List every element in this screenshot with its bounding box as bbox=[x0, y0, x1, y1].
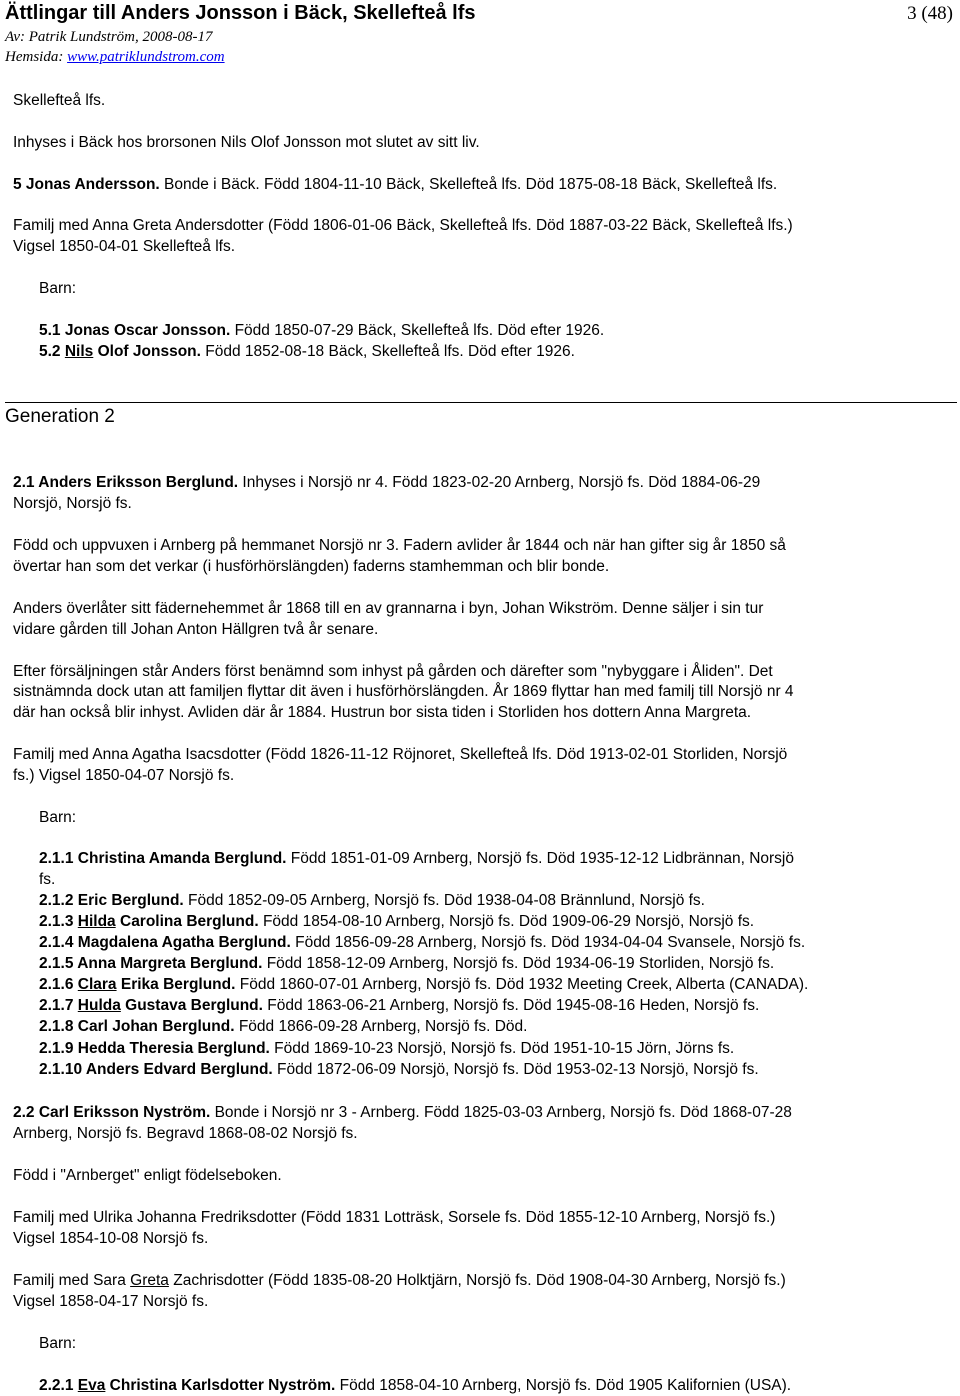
child-details: Född 1869-10-23 Norsjö, Norsjö fs. Död 1951-10-15 Jörn, Jörns fs. bbox=[269, 1040, 735, 1057]
document-title: Ättlingar till Anders Jonsson i Bäck, Skellefteå lfs bbox=[5, 2, 476, 24]
person-5-heading bbox=[13, 174, 777, 195]
generation-divider bbox=[5, 402, 957, 403]
child-first-name: Hulda bbox=[77, 997, 121, 1014]
child-name: Christina Karlsdotter Nyström. bbox=[105, 1377, 336, 1394]
child-5-1 bbox=[39, 320, 604, 341]
child-number: 2.1.9 bbox=[39, 1040, 78, 1057]
child-number: 2.1.7 bbox=[39, 997, 78, 1014]
marriage-line: Vigsel 1858-04-17 Norsjö fs. bbox=[13, 1293, 209, 1310]
homepage-label: Hemsida: bbox=[5, 49, 68, 65]
child-details: Född 1860-07-01 Arnberg, Norsjö fs. Död 1932 Meeting Creek, Alberta (CANADA). bbox=[235, 976, 809, 993]
child-details: Född 1856-09-28 Arnberg, Norsjö fs. Död 1934-04-04 Svansele, Norsjö fs. bbox=[290, 934, 806, 951]
child-number: 2.1.8 bbox=[39, 1018, 78, 1035]
child-name: Carl Johan Berglund. bbox=[77, 1018, 235, 1035]
child-name: Erika Berglund. bbox=[116, 976, 236, 993]
child-number: 2.1.5 bbox=[39, 955, 78, 972]
person-2-2-heading bbox=[13, 1102, 792, 1123]
note-line: Född i "Arnberget" enligt födelseboken. bbox=[13, 1167, 282, 1184]
child-details: Född 1851-01-09 Arnberg, Norsjö fs. Död 1935-12-12 Lidbrännan, Norsjö bbox=[286, 850, 794, 867]
person-details: Bonde i Norsjö nr 3 - Arnberg. Född 1825-03-03 Arnberg, Norsjö fs. Död 1868-07-28 bbox=[210, 1104, 792, 1121]
note-line: övertar han som det verkar (i husförhörslängden) faderns stamhemman och blir bonde. bbox=[13, 558, 610, 575]
children-label: Barn: bbox=[39, 280, 77, 297]
person-details: Bonde i Bäck. Född 1804-11-10 Bäck, Skellefteå lfs. Död 1875-08-18 Bäck, Skellefteå lfs. bbox=[159, 176, 778, 193]
child-name: Anna Margreta Berglund. bbox=[77, 955, 263, 972]
family-line: Familj med Anna Agatha Isacsdotter (Född 1826-11-12 Röjnoret, Skellefteå lfs. Död 1913-02-01 Storliden, Norsjö bbox=[13, 746, 788, 763]
child-number: 2.2.1 bbox=[39, 1377, 78, 1394]
child-number: 2.1.3 bbox=[39, 913, 78, 930]
child-2-1-6 bbox=[39, 974, 808, 995]
child-name: Olof Jonsson. bbox=[93, 343, 201, 360]
note-line: där han också blir inhyst. Avliden där år 1884. Hustrun bor sista tiden i Storliden hos dottern Anna Margreta. bbox=[13, 704, 752, 721]
child-details-cont: fs. bbox=[39, 871, 56, 888]
note-line: Född och uppvuxen i Arnberg på hemmanet Norsjö nr 3. Fadern avlider år 1844 och när han gifter sig år 1850 så bbox=[13, 537, 786, 554]
marriage-line: fs.) Vigsel 1850-04-07 Norsjö fs. bbox=[13, 767, 235, 784]
child-2-2-1 bbox=[39, 1375, 791, 1396]
note-line: Efter försäljningen står Anders först benämnd som inhyst på gården och därefter som "nybyggare i Åliden". Det bbox=[13, 663, 773, 680]
child-details: Född 1863-06-21 Arnberg, Norsjö fs. Död 1945-08-16 Heden, Norsjö fs. bbox=[262, 997, 760, 1014]
family-prefix: Familj med Sara bbox=[13, 1272, 131, 1289]
child-2-1-5 bbox=[39, 953, 774, 974]
continued-note: Inhyses i Bäck hos brorsonen Nils Olof Jonsson mot slutet av sitt liv. bbox=[13, 134, 480, 151]
child-number: 2.1.4 bbox=[39, 934, 78, 951]
child-name: Hedda Theresia Berglund. bbox=[77, 1040, 270, 1057]
child-details: Född 1872-06-09 Norsjö, Norsjö fs. Död 1953-02-13 Norsjö, Norsjö fs. bbox=[272, 1061, 759, 1078]
child-name: Magdalena Agatha Berglund. bbox=[77, 934, 291, 951]
child-2-1-3 bbox=[39, 911, 754, 932]
child-first-name: Hilda bbox=[77, 913, 116, 930]
child-2-1-8 bbox=[39, 1016, 527, 1037]
author-line: Av: Patrik Lundström, 2008-08-17 bbox=[5, 29, 213, 45]
spouse-first-name: Greta bbox=[130, 1272, 169, 1289]
child-number: 2.1.10 bbox=[39, 1061, 86, 1078]
child-number: 5.2 bbox=[39, 343, 65, 360]
family-line: Familj med Ulrika Johanna Fredriksdotter (Född 1831 Lotträsk, Sorsele fs. Död 1855-12-10 Arnberg, Norsjö fs.) bbox=[13, 1209, 776, 1226]
child-name: Anders Edvard Berglund. bbox=[85, 1061, 273, 1078]
child-2-1-9 bbox=[39, 1038, 734, 1059]
child-first-name: Clara bbox=[77, 976, 117, 993]
note-line: Anders överlåter sitt fädernehemmet år 1868 till en av grannarna i byn, Johan Wikström. Denne säljer i sin tur bbox=[13, 600, 764, 617]
child-details: Född 1852-08-18 Bäck, Skellefteå lfs. Död efter 1926. bbox=[200, 343, 575, 360]
person-name: 2.1 Anders Eriksson Berglund. bbox=[13, 474, 239, 491]
person-details-cont: Norsjö, Norsjö fs. bbox=[13, 495, 132, 512]
note-line: vidare gården till Johan Anton Hällgren två år senare. bbox=[13, 621, 379, 638]
child-details: Född 1850-07-29 Bäck, Skellefteå lfs. Död efter 1926. bbox=[230, 322, 605, 339]
person-name: 5 Jonas Andersson. bbox=[13, 176, 160, 193]
person-2-1-heading bbox=[13, 472, 760, 493]
child-2-1-1 bbox=[39, 848, 794, 869]
children-label: Barn: bbox=[39, 809, 77, 826]
child-number: 2.1.2 bbox=[39, 892, 78, 909]
child-name: 5.1 Jonas Oscar Jonsson. bbox=[39, 322, 231, 339]
family-line bbox=[13, 1270, 786, 1291]
child-number: 2.1.6 bbox=[39, 976, 78, 993]
child-details: Född 1854-08-10 Arnberg, Norsjö fs. Död 1909-06-29 Norsjö, Norsjö fs. bbox=[258, 913, 755, 930]
child-first-name: Nils bbox=[64, 343, 94, 360]
person-details: Inhyses i Norsjö nr 4. Född 1823-02-20 Arnberg, Norsjö fs. Död 1884-06-29 bbox=[238, 474, 761, 491]
continued-place: Skellefteå lfs. bbox=[13, 92, 106, 109]
note-line: sistnämnda dock utan att familjen flyttar dit även i husförhörslängden. År 1869 flyttar han med familj till Norsjö nr 4 bbox=[13, 683, 794, 700]
child-name: Christina Amanda Berglund. bbox=[77, 850, 287, 867]
child-name: Carolina Berglund. bbox=[115, 913, 259, 930]
person-name: 2.2 Carl Eriksson Nyström. bbox=[13, 1104, 211, 1121]
marriage-line: Vigsel 1850-04-01 Skellefteå lfs. bbox=[13, 238, 236, 255]
child-number: 2.1.1 bbox=[39, 850, 78, 867]
child-first-name: Eva bbox=[77, 1377, 106, 1394]
child-details: Född 1866-09-28 Arnberg, Norsjö fs. Död. bbox=[234, 1018, 528, 1035]
child-2-1-4 bbox=[39, 932, 805, 953]
marriage-line: Vigsel 1854-10-08 Norsjö fs. bbox=[13, 1230, 209, 1247]
child-5-2 bbox=[39, 341, 575, 362]
family-details: Zachrisdotter (Född 1835-08-20 Holktjärn, Norsjö fs. Död 1908-04-30 Arnberg, Norsjö fs.) bbox=[168, 1272, 786, 1289]
child-2-1-7 bbox=[39, 995, 759, 1016]
child-2-1-10 bbox=[39, 1059, 759, 1080]
homepage-line bbox=[5, 48, 225, 66]
person-details-cont: Arnberg, Norsjö fs. Begravd 1868-08-02 Norsjö fs. bbox=[13, 1125, 358, 1142]
children-label: Barn: bbox=[39, 1335, 77, 1352]
child-details: Född 1858-12-09 Arnberg, Norsjö fs. Död 1934-06-19 Storliden, Norsjö fs. bbox=[262, 955, 775, 972]
page-number: 3 (48) bbox=[907, 3, 953, 24]
homepage-link[interactable]: www.patriklundstrom.com bbox=[67, 49, 225, 65]
child-name: Gustava Berglund. bbox=[120, 997, 263, 1014]
child-2-1-2 bbox=[39, 890, 705, 911]
generation-heading: Generation 2 bbox=[5, 406, 115, 427]
child-details: Född 1858-04-10 Arnberg, Norsjö fs. Död 1905 Kalifornien (USA). bbox=[335, 1377, 792, 1394]
child-name: Eric Berglund. bbox=[77, 892, 184, 909]
family-line: Familj med Anna Greta Andersdotter (Född 1806-01-06 Bäck, Skellefteå lfs. Död 1887-03-22 Bäck, Skellefteå lfs.) bbox=[13, 217, 793, 234]
child-details: Född 1852-09-05 Arnberg, Norsjö fs. Död 1938-04-08 Brännlund, Norsjö fs. bbox=[183, 892, 705, 909]
